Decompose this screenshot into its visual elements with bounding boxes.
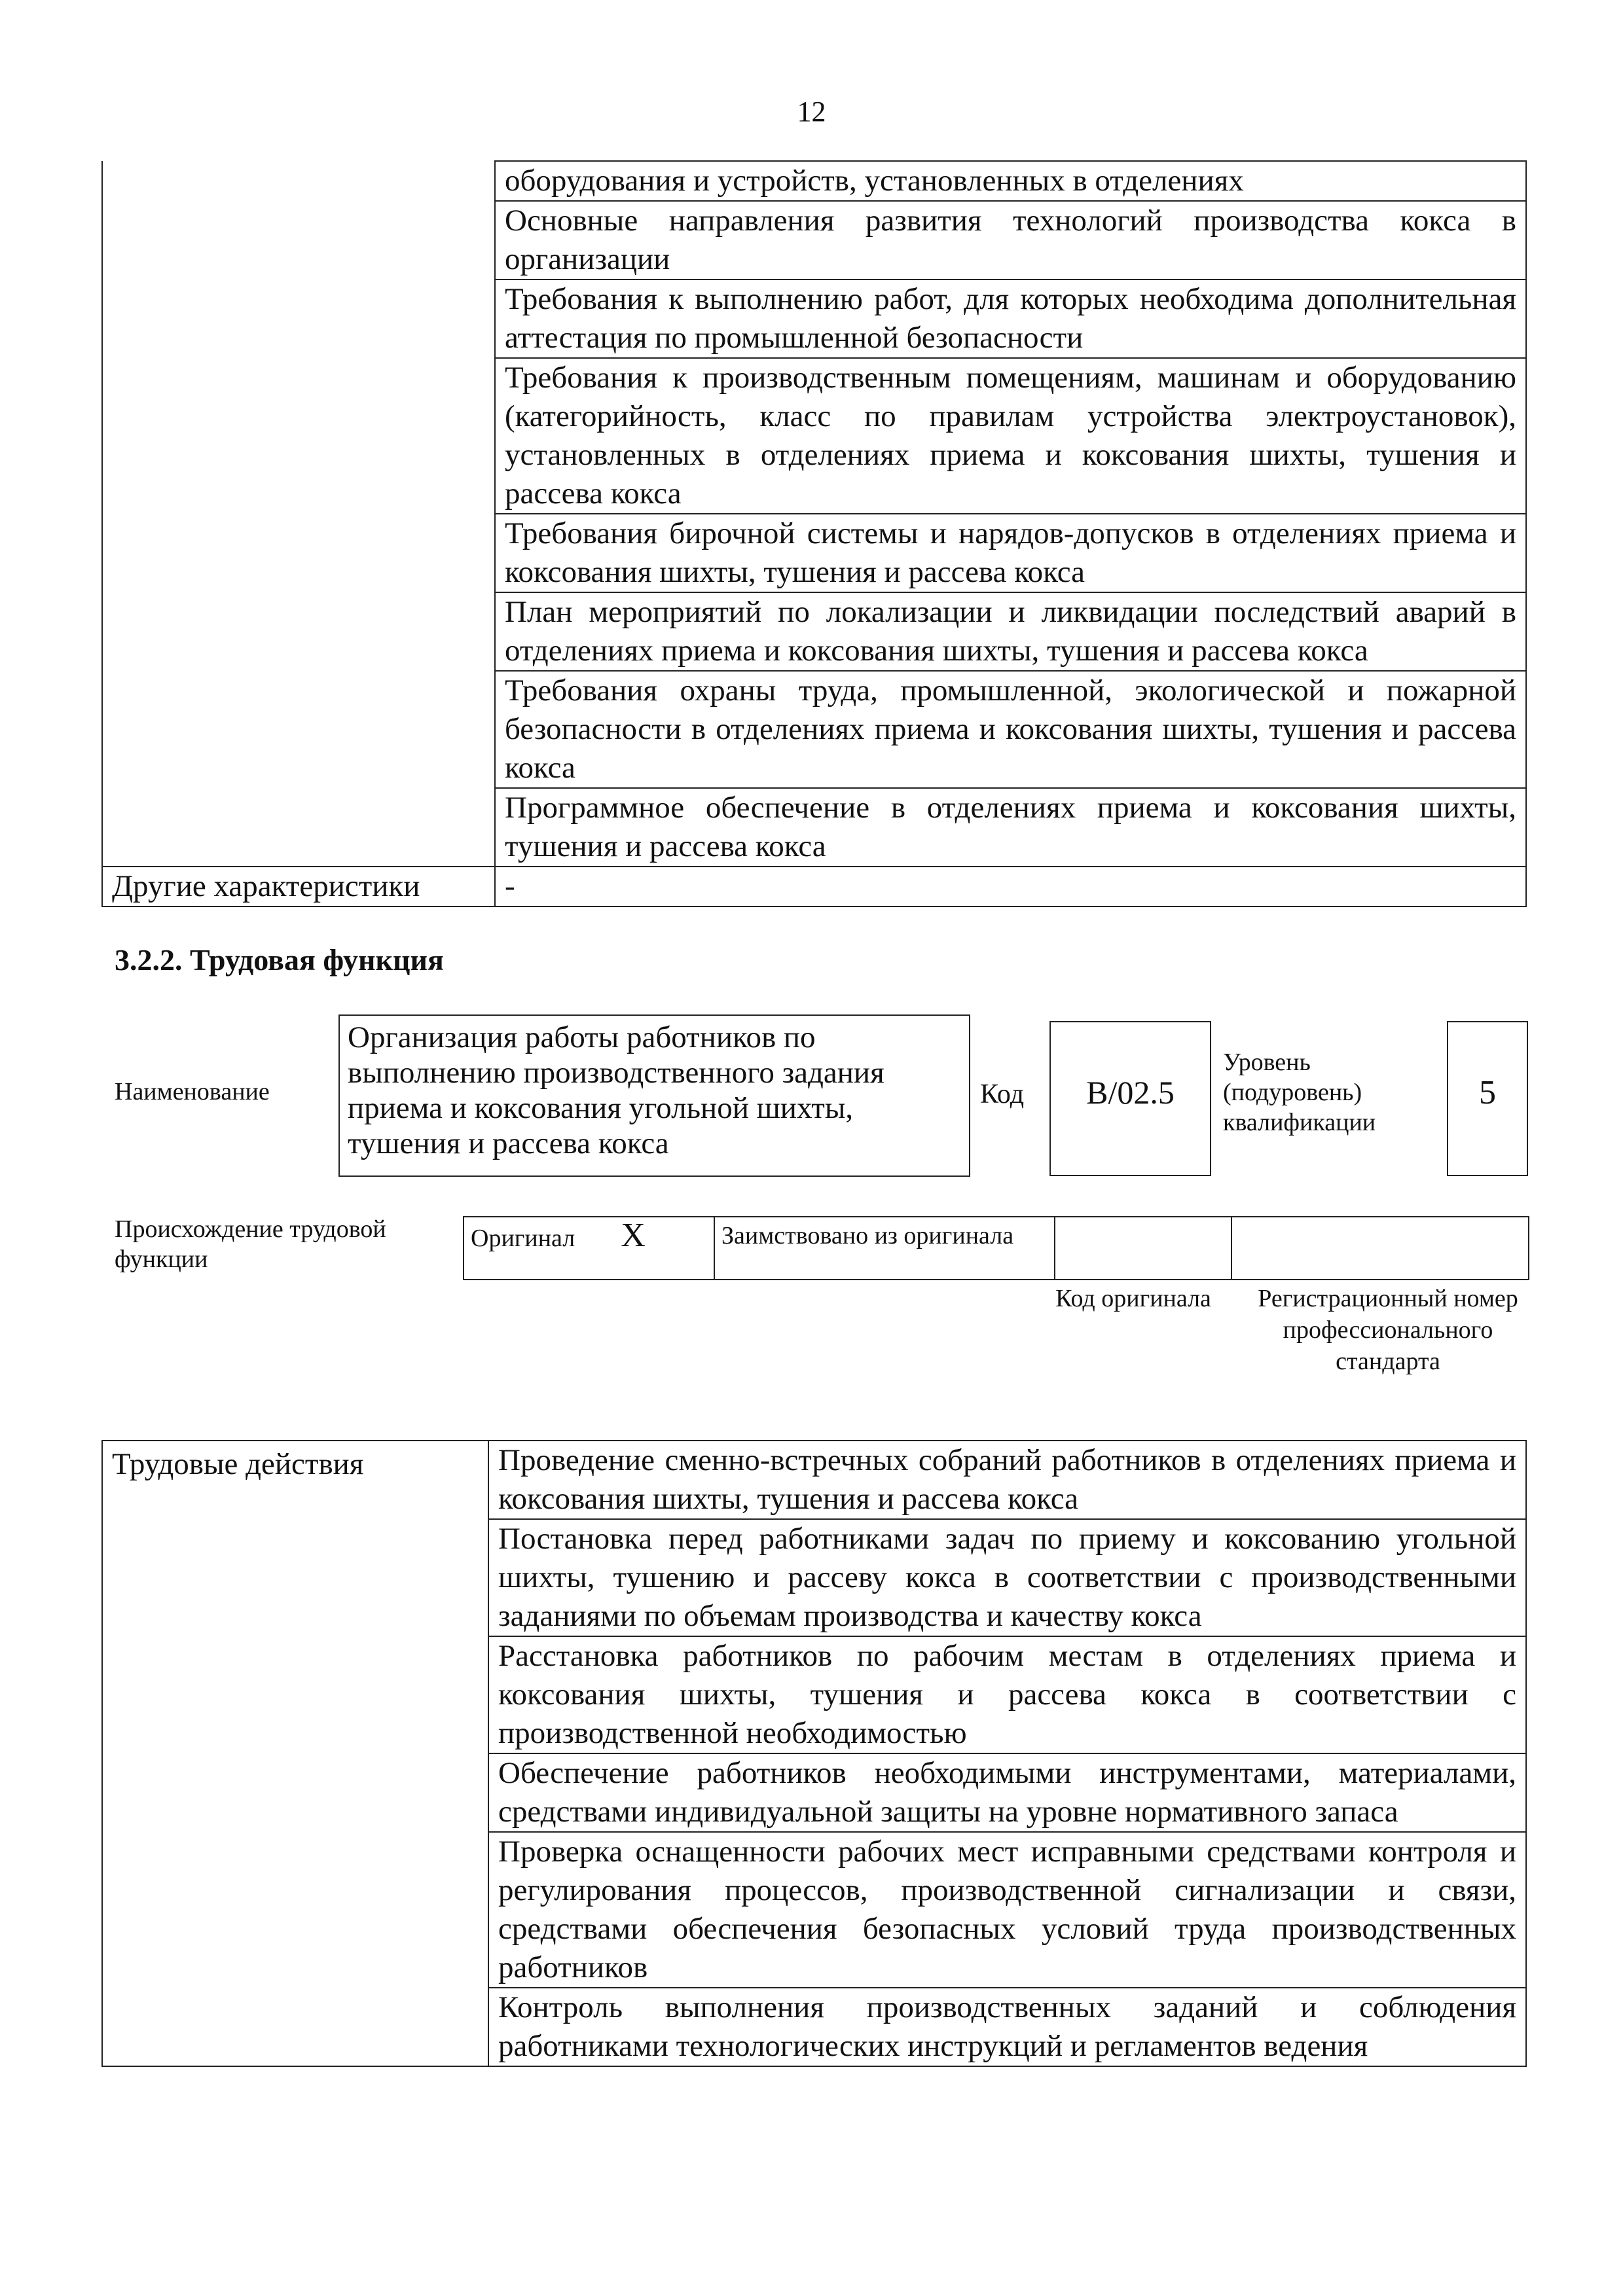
- other-characteristics-label: Другие характеристики: [102, 867, 495, 906]
- code-label: Код: [980, 1079, 1025, 1109]
- labor-action-item: Проверка оснащенности рабочих мест исправными средствами контроля и регулирования процессов, производственной сигнализации и связи, средствами обеспечения безопасных условий труда производственных работников: [488, 1832, 1526, 1988]
- requirements-left-cell: [102, 161, 495, 867]
- labor-action-item: Постановка перед работниками задач по приему и коксованию угольной шихты, тушению и рассеву кокса в соответствии с производственными заданиями по объемам производства и качеству кокса: [488, 1519, 1526, 1636]
- requirement-item: Основные направления развития технологий производства кокса в организации: [495, 201, 1526, 279]
- labor-actions-table: [101, 1440, 1527, 2067]
- registration-number-caption: Регистрационный номер профессионального стандарта: [1258, 1285, 1518, 1375]
- requirements-table: [101, 160, 1527, 907]
- requirement-item: оборудования и устройств, установленных в отделениях: [495, 161, 1526, 201]
- level-label: Уровень (подуровень) квалификации: [1223, 1049, 1376, 1136]
- original-code-caption: Код оригинала: [1055, 1285, 1211, 1312]
- code-box: В/02.5: [1049, 1021, 1211, 1176]
- requirement-item: Программное обеспечение в отделениях приема и коксования шихты, тушения и рассева кокса: [495, 788, 1526, 867]
- table-row: [102, 161, 1526, 201]
- labor-action-item: Контроль выполнения производственных заданий и соблюдения работниками технологических инструкций и регламентов ведения: [488, 1988, 1526, 2066]
- section-title: 3.2.2. Трудовая функция: [115, 943, 444, 977]
- page-number: 12: [797, 96, 826, 128]
- labor-action-item: Расстановка работников по рабочим местам в отделениях приема и коксования шихты, тушения и рассева кокса в соответствии с производственной необходимостью: [488, 1636, 1526, 1753]
- requirement-item: Требования бирочной системы и нарядов-допусков в отделениях приема и коксования шихты, тушения и рассева кокса: [495, 514, 1526, 592]
- table-row: [464, 1217, 1529, 1280]
- original-label: Оригинал: [471, 1225, 575, 1252]
- borrowed-label: Заимствовано из оригинала: [714, 1217, 1055, 1280]
- requirement-item: Требования к производственным помещениям, машинам и оборудованию (категорийность, класс по правилам устройства электроустановок), установленных в отделениях приема и коксования шихты, тушения и рассева кокса: [495, 358, 1526, 514]
- requirement-item: План мероприятий по локализации и ликвидации последствий аварий в отделениях приема и коксования шихты, тушения и рассева кокса: [495, 592, 1526, 671]
- table-row: [102, 1441, 1526, 1519]
- function-name-box: Организация работы работников по выполнению производственного задания приема и коксования угольной шихты, тушения и рассева кокса: [338, 1014, 970, 1177]
- original-cell: [464, 1217, 714, 1280]
- original-code-cell: [1055, 1217, 1231, 1280]
- labor-actions-label: Трудовые действия: [102, 1441, 488, 2066]
- origin-table: [463, 1216, 1529, 1280]
- level-box: 5: [1447, 1021, 1528, 1176]
- name-label: Наименование: [115, 1078, 270, 1105]
- labor-action-item: Обеспечение работников необходимыми инструментами, материалами, средствами индивидуальной защиты на уровне нормативного запаса: [488, 1753, 1526, 1832]
- registration-number-cell: [1231, 1217, 1529, 1280]
- original-mark: X: [621, 1217, 646, 1254]
- origin-label: Происхождение трудовой функции: [115, 1215, 386, 1273]
- other-characteristics-value: -: [495, 867, 1526, 906]
- requirement-item: Требования охраны труда, промышленной, экологической и пожарной безопасности в отделениях приема и коксования шихты, тушения и рассева кокса: [495, 671, 1526, 788]
- table-row: [102, 867, 1526, 906]
- labor-action-item: Проведение сменно-встречных собраний работников в отделениях приема и коксования шихты, тушения и рассева кокса: [488, 1441, 1526, 1519]
- requirement-item: Требования к выполнению работ, для которых необходима дополнительная аттестация по промышленной безопасности: [495, 279, 1526, 358]
